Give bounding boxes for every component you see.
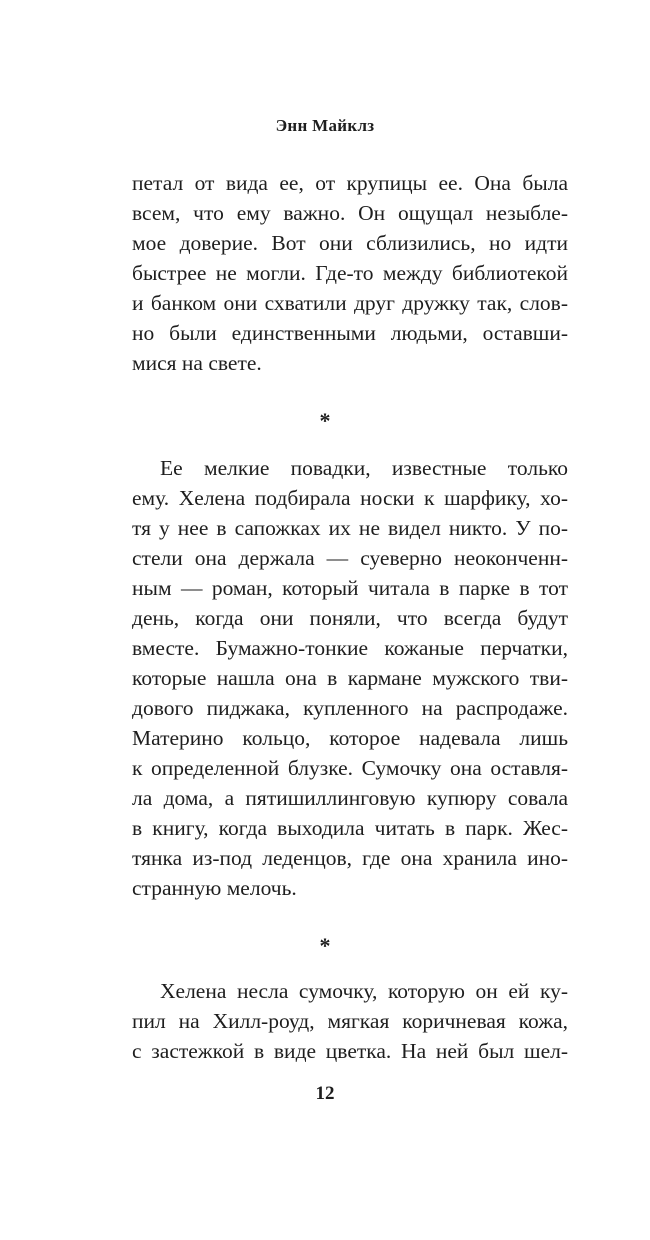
section-separator: * bbox=[319, 408, 331, 433]
text-line: но были единственными людьми, оставши- bbox=[132, 321, 568, 345]
section-separator: * bbox=[319, 933, 331, 958]
text-line: день, когда они поняли, что всегда будут bbox=[132, 606, 568, 630]
text-line: Ее мелкие повадки, известные только bbox=[160, 456, 568, 480]
text-line: с застежкой в виде цветка. На ней был шел- bbox=[132, 1039, 568, 1063]
text-line: Материно кольцо, которое надевала лишь bbox=[132, 726, 568, 750]
text-line: странную мелочь. bbox=[132, 876, 297, 900]
text-line: вместе. Бумажно-тонкие кожаные перчатки, bbox=[132, 636, 568, 660]
running-header: Энн Майклз bbox=[275, 116, 375, 135]
text-line: быстрее не могли. Где-то между библиотекой bbox=[132, 261, 568, 285]
text-line: ему. Хелена подбирала носки к шарфику, хо- bbox=[132, 486, 568, 510]
text-line: мися на свете. bbox=[132, 351, 262, 375]
text-line: тянка из-под леденцов, где она хранила ино- bbox=[132, 846, 568, 870]
text-line: петал от вида ее, от крупицы ее. Она была bbox=[132, 171, 568, 195]
text-line: мое доверие. Вот они сблизились, но идти bbox=[132, 231, 568, 255]
text-line: пил на Хилл-роуд, мягкая коричневая кожа, bbox=[132, 1009, 568, 1033]
text-line: тя у нее в сапожках их не видел никто. У по- bbox=[132, 516, 568, 540]
text-line: дового пиджака, купленного на распродаже. bbox=[132, 696, 568, 720]
text-line: стели она держала — суеверно неоконченн- bbox=[132, 546, 568, 570]
text-line: которые нашла она в кармане мужского тви- bbox=[132, 666, 568, 690]
text-line: в книгу, когда выходила читать в парк. Жес- bbox=[132, 816, 568, 840]
text-line: ным — роман, который читала в парке в тот bbox=[132, 576, 568, 600]
page-number: 12 bbox=[315, 1083, 335, 1104]
text-line: всем, что ему важно. Он ощущал незыбле- bbox=[132, 201, 568, 225]
text-line: к определенной блузке. Сумочку она оставля- bbox=[132, 756, 568, 780]
text-line: ла дома, а пятишиллинговую купюру совала bbox=[132, 786, 568, 810]
text-line: Хелена несла сумочку, которую он ей ку- bbox=[160, 979, 568, 1003]
text-line: и банком они схватили друг дружку так, слов- bbox=[132, 291, 568, 315]
